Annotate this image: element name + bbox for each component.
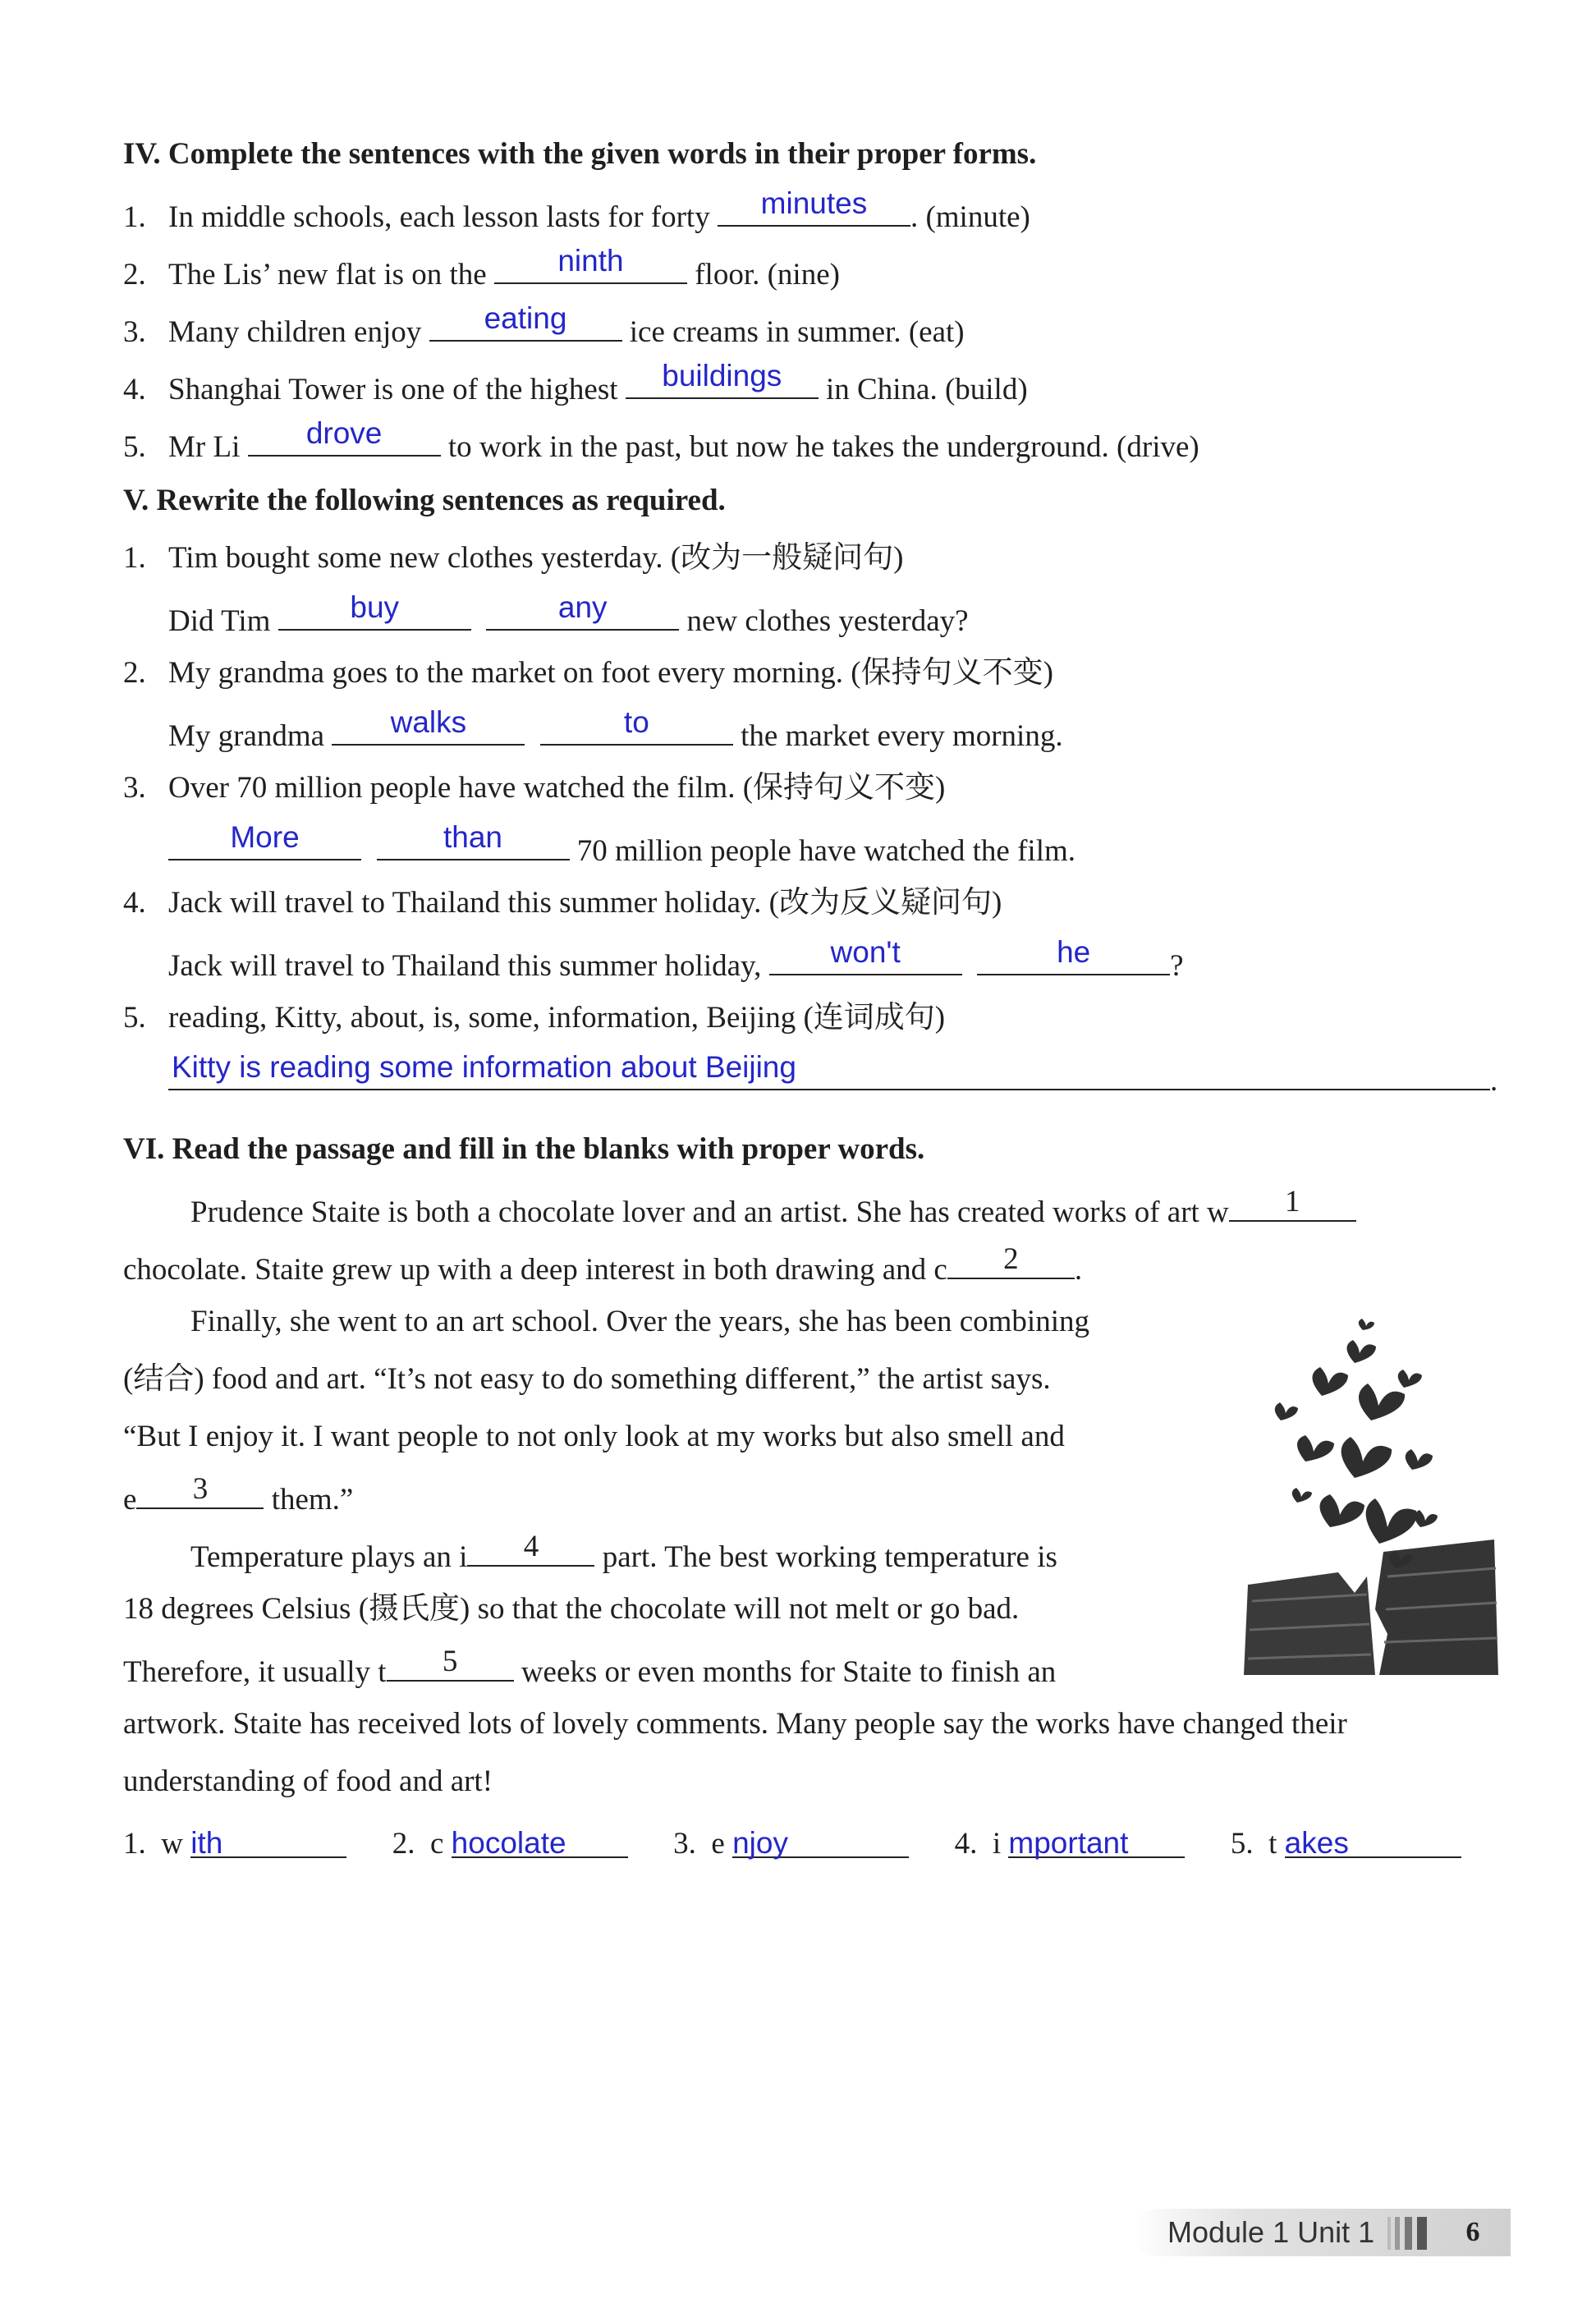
passage-line: Finally, she went to an art school. Over the years, she has been combining bbox=[190, 1305, 1089, 1338]
answer-blank[interactable]: More bbox=[168, 821, 361, 860]
s4-item-4: 4. Shanghai Tower is one of the highest buildings in China. (build) bbox=[123, 359, 1028, 406]
page-number: 6 bbox=[1465, 2217, 1480, 2247]
s5-q1-answer-line: Did Tim buy any new clothes yesterday? bbox=[168, 590, 969, 638]
section-4-heading: IV. Complete the sentences with the given words in their proper forms. bbox=[123, 137, 1037, 171]
s4-item-3: 3. Many children enjoy eating ice creams in summer. (eat) bbox=[123, 301, 965, 349]
passage-line: chocolate. Staite grew up with a deep interest in both drawing and c 2 . bbox=[123, 1240, 1082, 1289]
s5-q3-answer-line: More than 70 million people have watched the film. bbox=[168, 821, 1075, 870]
s5-q5-prompt: 5. reading, Kitty, about, is, some, information, Beijing (连词成句) bbox=[123, 1001, 946, 1035]
answer-blank[interactable]: ith bbox=[190, 1819, 346, 1858]
footer-module-label: Module 1 Unit 1 bbox=[1167, 2215, 1375, 2249]
s5-q5-answer-line: Kitty is reading some information about Beijing . bbox=[168, 1051, 1497, 1100]
passage-line: (结合) food and art. “It’s not easy to do something different,” the artist says. bbox=[123, 1362, 1051, 1396]
section-5-heading: V. Rewrite the following sentences as required. bbox=[123, 484, 726, 517]
passage-line: understanding of food and art! bbox=[123, 1764, 493, 1798]
s5-q3-prompt: 3. Over 70 million people have watched the film. (保持句义不变) bbox=[123, 771, 946, 805]
answer-blank[interactable]: eating bbox=[429, 302, 622, 342]
answer-blank[interactable]: won't bbox=[769, 936, 962, 975]
answer-blank[interactable]: ninth bbox=[494, 245, 687, 284]
s4-item-2: 2. The Lis’ new flat is on the ninth floor. (nine) bbox=[123, 244, 840, 291]
s4-item-5: 5. Mr Li drove to work in the past, but now he takes the underground. (drive) bbox=[123, 416, 1199, 464]
passage-line: Prudence Staite is both a chocolate lover and an artist. She has created works of art w 1 bbox=[190, 1182, 1356, 1232]
passage-line: Therefore, it usually t 5 weeks or even months for Staite to finish an bbox=[123, 1642, 1056, 1691]
passage-line: 18 degrees Celsius (摄氏度) so that the chocolate will not melt or go bad. bbox=[123, 1592, 1020, 1626]
answer-blank[interactable]: to bbox=[540, 706, 733, 746]
passage-blank-3: 3 bbox=[136, 1470, 264, 1509]
passage-blank-5: 5 bbox=[387, 1642, 514, 1682]
s4-item-1: 1. In middle schools, each lesson lasts for forty minutes . (minute) bbox=[123, 186, 1030, 234]
passage-blank-1: 1 bbox=[1229, 1182, 1356, 1222]
s5-q2-answer-line: My grandma walks to the market every morning. bbox=[168, 705, 1063, 753]
answer-blank[interactable]: he bbox=[977, 936, 1170, 975]
answer-blank[interactable]: drove bbox=[248, 417, 441, 457]
s5-q1-prompt: 1. Tim bought some new clothes yesterday. (改为一般疑问句) bbox=[123, 541, 904, 575]
s5-q4-answer-line: Jack will travel to Thailand this summer holiday, won't he ? bbox=[168, 935, 1184, 983]
passage-line: artwork. Staite has received lots of lovely comments. Many people say the works have changed their bbox=[123, 1707, 1347, 1741]
answer-blank[interactable]: Kitty is reading some information about Beijing bbox=[168, 1051, 1490, 1090]
answer-blank[interactable]: buildings bbox=[626, 360, 819, 399]
passage-line: e 3 them.” bbox=[123, 1470, 353, 1519]
passage-blank-4: 4 bbox=[467, 1527, 594, 1567]
s5-q4-prompt: 4. Jack will travel to Thailand this summer holiday. (改为反义疑问句) bbox=[123, 886, 1002, 920]
answer-blank[interactable]: walks bbox=[332, 706, 525, 746]
answer-blank[interactable]: mportant bbox=[1008, 1819, 1185, 1858]
passage-blank-2: 2 bbox=[947, 1240, 1075, 1279]
answer-blank[interactable]: akes bbox=[1285, 1819, 1461, 1858]
section-6-heading: VI. Read the passage and fill in the blanks with proper words. bbox=[123, 1132, 925, 1166]
answer-blank[interactable]: njoy bbox=[732, 1819, 909, 1858]
passage-line: “But I enjoy it. I want people to not only look at my works but also smell and bbox=[123, 1420, 1065, 1453]
passage-line: Temperature plays an i 4 part. The best working temperature is bbox=[190, 1527, 1057, 1576]
s5-q2-prompt: 2. My grandma goes to the market on foot every morning. (保持句义不变) bbox=[123, 656, 1053, 690]
answer-blank[interactable]: than bbox=[377, 821, 570, 860]
answer-blank[interactable]: minutes bbox=[718, 187, 910, 227]
passage-answer-key: 1. w ith 2. c hocolate 3. e njoy 4. i mportant 5. t akes bbox=[123, 1819, 1461, 1868]
answer-blank[interactable]: hocolate bbox=[452, 1819, 628, 1858]
answer-blank[interactable]: any bbox=[486, 591, 679, 631]
chocolate-butterfly-artwork bbox=[1231, 1306, 1511, 1683]
answer-blank[interactable]: buy bbox=[278, 591, 471, 631]
